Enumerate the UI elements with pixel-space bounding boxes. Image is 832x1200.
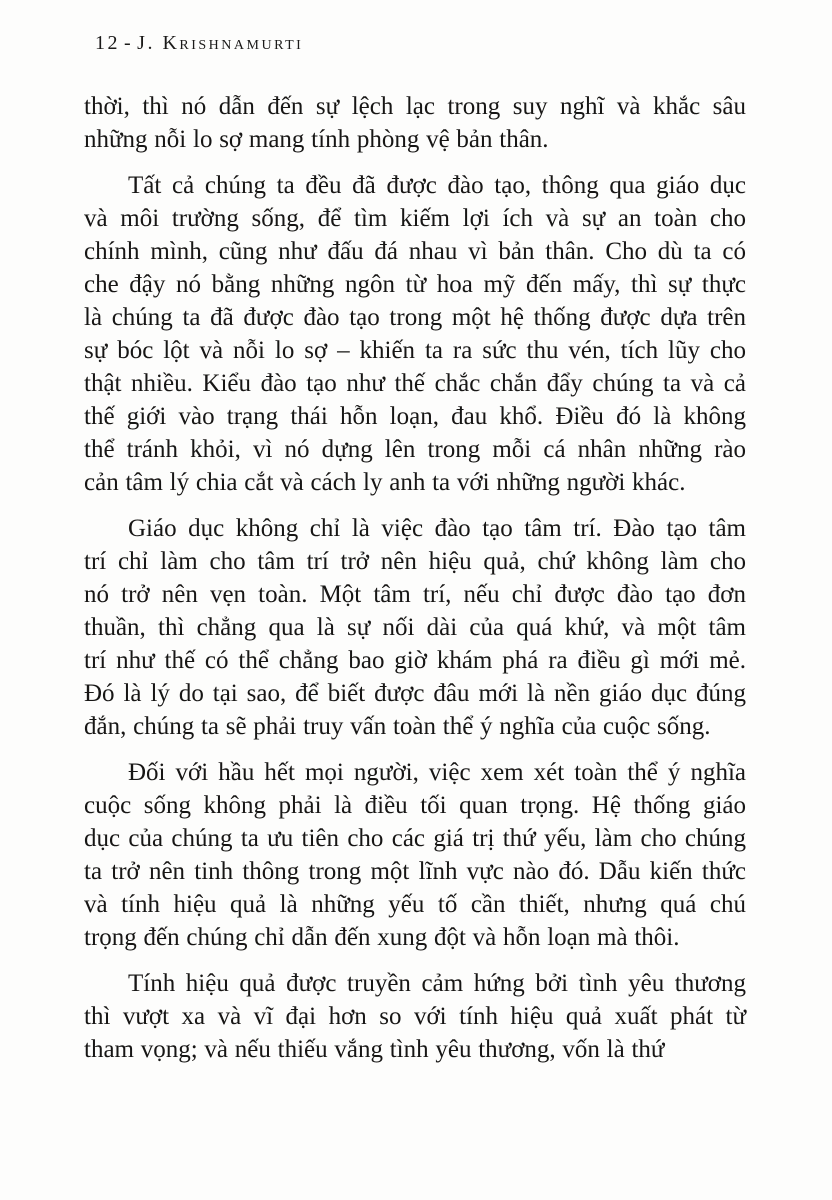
text-line: Đó là lý do tại sao, để biết được đâu mới là nền giáo dục đúng — [84, 680, 746, 707]
text-line: dục của chúng ta ưu tiên cho các giá trị thứ yếu, làm cho chúng — [84, 825, 746, 852]
page-number: 12 — [95, 32, 120, 54]
running-header — [95, 32, 303, 55]
text-line: Giáo dục không chỉ là việc đào tạo tâm trí. Đào tạo tâm — [128, 515, 746, 542]
text-line: thời, thì nó dẫn đến sự lệch lạc trong suy nghĩ và khắc sâu — [84, 93, 746, 120]
text-line: sự bóc lột và nỗi lo sợ – khiến ta ra sức thu vén, tích lũy cho — [84, 337, 746, 364]
text-line: tham vọng; và nếu thiếu vắng tình yêu thương, vốn là thứ — [84, 1036, 665, 1063]
text-line: những nỗi lo sợ mang tính phòng vệ bản thân. — [84, 126, 549, 153]
paragraph — [84, 512, 746, 743]
text-line: Tính hiệu quả được truyền cảm hứng bởi tình yêu thương — [128, 970, 746, 997]
header-separator: - — [124, 32, 134, 54]
paragraph — [84, 169, 746, 499]
header-author: J. Krishnamurti — [137, 32, 304, 54]
text-line: trí như thế có thể chẳng bao giờ khám phá ra điều gì mới mẻ. — [84, 647, 746, 674]
text-line: và tính hiệu quả là những yếu tố cần thiết, nhưng quá chú — [84, 891, 746, 918]
text-line: che đậy nó bằng những ngôn từ hoa mỹ đến mấy, thì sự thực — [84, 271, 746, 298]
text-line: trọng đến chúng chỉ dẫn đến xung đột và hỗn loạn mà thôi. — [84, 924, 680, 951]
text-block — [84, 90, 746, 1079]
text-line: trí chỉ làm cho tâm trí trở nên hiệu quả, chứ không làm cho — [84, 548, 746, 575]
text-line: thể tránh khỏi, vì nó dựng lên trong mỗi cá nhân những rào — [84, 436, 746, 463]
text-line: chính mình, cũng như đấu đá nhau vì bản thân. Cho dù ta có — [84, 238, 746, 265]
text-line: Tất cả chúng ta đều đã được đào tạo, thông qua giáo dục — [128, 172, 746, 199]
text-line: cuộc sống không phải là điều tối quan trọng. Hệ thống giáo — [84, 792, 746, 819]
text-line: và môi trường sống, để tìm kiếm lợi ích và sự an toàn cho — [84, 205, 746, 232]
text-line: là chúng ta đã được đào tạo trong một hệ thống được dựa trên — [84, 304, 746, 331]
paragraph — [84, 967, 746, 1066]
text-line: ta trở nên tinh thông trong một lĩnh vực nào đó. Dẫu kiến thức — [84, 858, 746, 885]
text-line: nó trở nên vẹn toàn. Một tâm trí, nếu chỉ được đào tạo đơn — [84, 581, 746, 608]
text-line: thật nhiều. Kiểu đào tạo như thế chắc chắn đẩy chúng ta và cả — [84, 370, 746, 397]
text-line: thì vượt xa và vĩ đại hơn so với tính hiệu quả xuất phát từ — [84, 1003, 746, 1030]
paragraph — [84, 90, 746, 156]
text-line: thế giới vào trạng thái hỗn loạn, đau khổ. Điều đó là không — [84, 403, 746, 430]
text-line: cản tâm lý chia cắt và cách ly anh ta với những người khác. — [84, 469, 686, 496]
text-line: thuần, thì chẳng qua là sự nối dài của quá khứ, và một tâm — [84, 614, 746, 641]
paragraph — [84, 756, 746, 954]
text-line: Đối với hầu hết mọi người, việc xem xét toàn thể ý nghĩa — [128, 759, 746, 786]
text-line: đắn, chúng ta sẽ phải truy vấn toàn thể ý nghĩa của cuộc sống. — [84, 713, 711, 740]
